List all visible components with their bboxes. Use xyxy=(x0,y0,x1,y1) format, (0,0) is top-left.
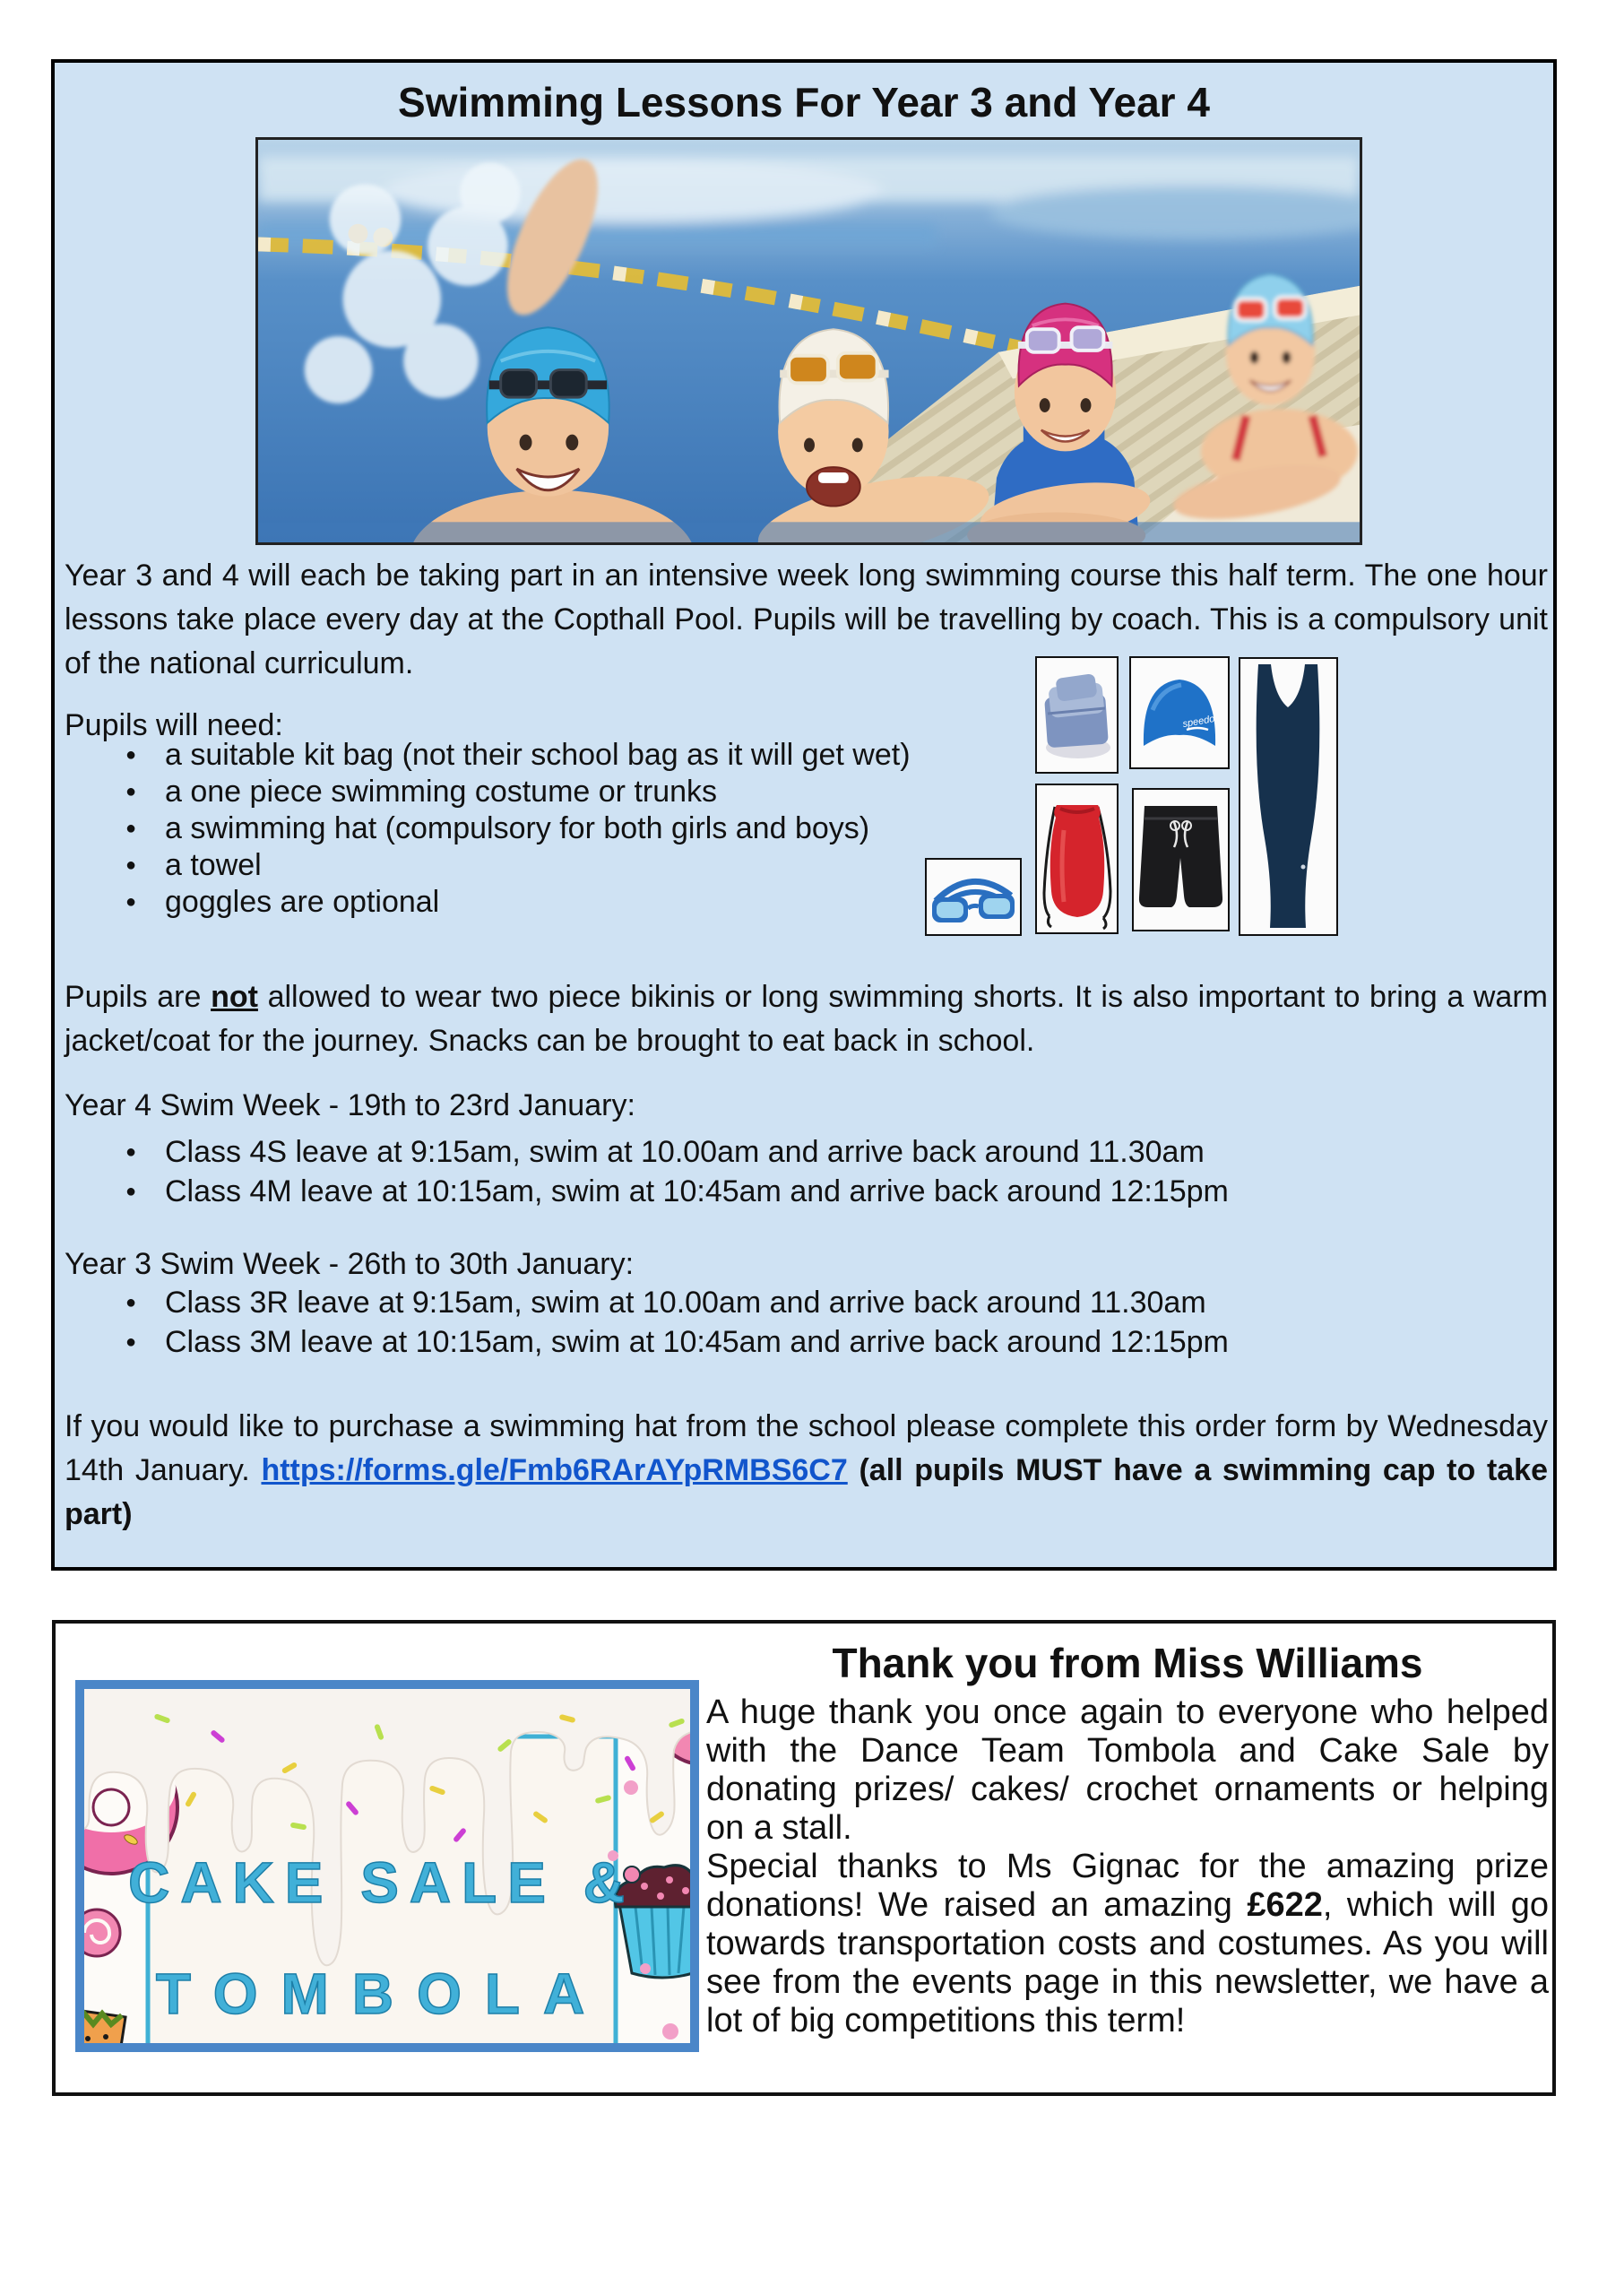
swim-title: Swimming Lessons For Year 3 and Year 4 xyxy=(398,79,1210,126)
year3-item: ● Class 3M leave at 10:15am, swim at 10:45am and arrive back around 12:15pm xyxy=(55,1322,1374,1362)
year3-item: ● Class 3R leave at 9:15am, swim at 10.00am and arrive back around 11.30am xyxy=(55,1283,1374,1322)
not-emphasis: not xyxy=(211,980,258,1014)
pool-background-blur xyxy=(258,156,1360,247)
bullet-icon: ● xyxy=(125,818,137,838)
kit-item: ● goggles are optional xyxy=(125,885,440,919)
bullet-icon: ● xyxy=(125,1182,137,1201)
pink-dot xyxy=(624,1780,638,1795)
cake-sale-illustration xyxy=(75,1680,699,2052)
bullet-icon: ● xyxy=(125,1332,137,1352)
cake-sale-title-line1: CAKE SALE & xyxy=(128,1850,635,1915)
raised-amount: £622 xyxy=(1247,1886,1323,1924)
swim-section xyxy=(51,59,1557,1571)
rules-paragraph: Pupils are not allowed to wear two piece bikinis or long swimming shorts. It is also important to bring a warm jacket/coat for the journey. Snacks can be brought to eat back in school. xyxy=(65,980,1548,1058)
year4-heading: Year 4 Swim Week - 19th to 23rd January: xyxy=(65,1088,635,1122)
kit-item: ● a one piece swimming costume or trunks xyxy=(125,775,718,809)
kit-item: ● a towel xyxy=(125,848,262,882)
bullet-icon: ● xyxy=(125,1142,137,1162)
swim-intro: Year 3 and 4 will each be taking part in an intensive week long swimming course this half term. The one hour lessons take place every day at the Copthall Pool. Pupils will be travelling by coach. This is a compulsory unit of the national curriculum. xyxy=(65,559,1548,680)
bullet-icon: ● xyxy=(125,782,137,801)
pool-photo xyxy=(255,137,1362,545)
order-paragraph: If you would like to purchase a swimming hat from the school please complete this order form by Wednesday 14th January. https://forms.gle/Fmb6RArAYpRMBS6C7 (all pupils MUST have a swimming cap to take part) xyxy=(65,1409,1549,1531)
goggles-icon xyxy=(927,860,1020,934)
year3-heading: Year 3 Swim Week - 26th to 30th January: xyxy=(65,1247,635,1281)
swimsuit-image xyxy=(1239,657,1338,936)
drawstring-bag-image xyxy=(1035,784,1119,934)
cake-sale-title-line2: TOMBOLA xyxy=(155,1962,609,2026)
bullet-icon: ● xyxy=(125,892,137,912)
swim-shorts-image xyxy=(1132,788,1230,931)
swim-cap-icon xyxy=(1131,658,1228,767)
year3-list xyxy=(55,1283,1374,1362)
swim-cap-image xyxy=(1129,656,1230,769)
pool-photo-illustration xyxy=(258,140,1360,542)
towel-image xyxy=(1035,656,1119,774)
thanks-section xyxy=(52,1620,1556,2096)
goggles-image xyxy=(925,858,1022,936)
swimsuit-icon xyxy=(1240,659,1336,934)
pink-dot xyxy=(640,1963,651,1974)
year4-list xyxy=(55,1132,1374,1211)
cap-brand-label: speedo xyxy=(1181,714,1216,731)
cake-sale-poster xyxy=(75,1680,699,2052)
year4-item: ● Class 4S leave at 9:15am, swim at 10.00am and arrive back around 11.30am xyxy=(55,1132,1374,1172)
thanks-body xyxy=(706,1693,1549,2040)
kit-list xyxy=(55,737,1015,921)
bullet-icon: ● xyxy=(125,1293,137,1312)
needs-heading: Pupils will need: xyxy=(65,708,283,742)
bullet-icon: ● xyxy=(125,855,137,875)
thanks-paragraph-2: Special thanks to Ms Gignac for the amazing prize donations! We raised an amazing £622, which will go towards transportation costs and costumes. As you will see from the events page in this newsletter, we have a lot of big competitions this term! xyxy=(706,1848,1549,2040)
swim-shorts-icon xyxy=(1134,790,1228,930)
drawstring-bag-icon xyxy=(1037,785,1117,932)
water-surface xyxy=(258,522,1360,542)
thanks-title: Thank you from Miss Williams xyxy=(832,1640,1423,1686)
year4-item: ● Class 4M leave at 10:15am, swim at 10:45am and arrive back around 12:15pm xyxy=(55,1172,1374,1211)
thanks-paragraph-1: A huge thank you once again to everyone who helped with the Dance Team Tombola and Cake Sale by donating prizes/ cakes/ crochet ornaments or helping on a stall. xyxy=(706,1693,1549,1847)
towel-icon xyxy=(1037,658,1117,772)
kit-item: ● a suitable kit bag (not their school bag as it will get wet) xyxy=(125,738,911,772)
bullet-icon: ● xyxy=(125,745,137,765)
order-form-link[interactable]: https://forms.gle/Fmb6RArAYpRMBS6C7 xyxy=(261,1453,848,1487)
pink-dot xyxy=(662,2023,678,2040)
kit-item: ● a swimming hat (compulsory for both girls and boys) xyxy=(125,811,870,845)
